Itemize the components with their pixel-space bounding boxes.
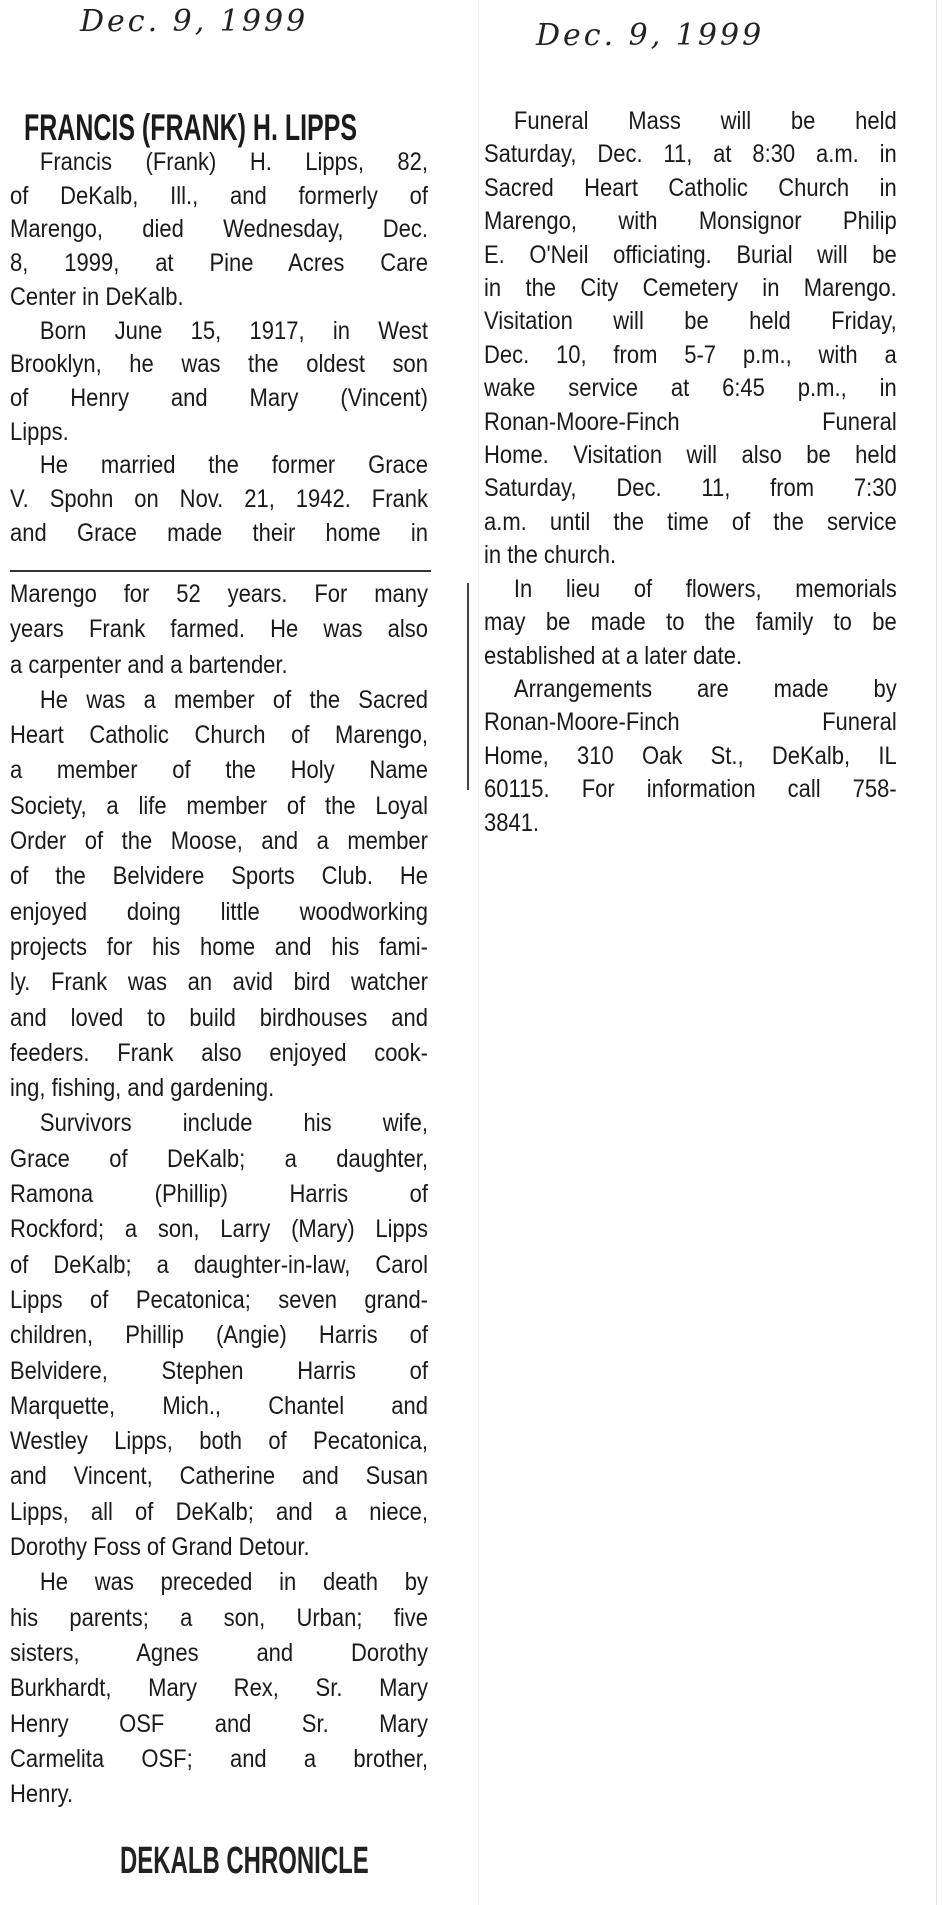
text-line: of the Belvidere Sports Club. He bbox=[10, 862, 428, 891]
text-line: Society, a life member of the Loyal bbox=[10, 791, 428, 820]
text-line: Marengo for 52 years. For many bbox=[10, 580, 428, 608]
paragraph bbox=[10, 315, 428, 450]
text-line: Westley Lipps, both of Pecatonica, bbox=[10, 1427, 428, 1456]
page-edge bbox=[936, 0, 937, 1905]
text-line: feeders. Frank also enjoyed cook- bbox=[10, 1038, 428, 1067]
text-line: may be made to the family to be bbox=[484, 608, 897, 637]
text-line: Order of the Moose, and a member bbox=[10, 827, 428, 856]
text-line: Home, 310 Oak St., DeKalb, IL bbox=[484, 741, 897, 770]
text-line: a carpenter and a bartender. bbox=[10, 650, 288, 679]
text-line: sisters, Agnes and Dorothy bbox=[10, 1638, 428, 1667]
text-line: He married the former Grace bbox=[39, 451, 429, 480]
text-line: He was preceded in death by bbox=[39, 1568, 429, 1597]
text-line: Carmelita OSF; and a brother, bbox=[10, 1744, 428, 1773]
text-line: Lipps, all of DeKalb; and a niece, bbox=[10, 1497, 428, 1526]
left-column-top bbox=[10, 146, 428, 550]
left-column-bottom bbox=[10, 577, 428, 1812]
text-line: Lipps of Pecatonica; seven grand- bbox=[10, 1285, 428, 1314]
clipping-edge-line bbox=[467, 583, 469, 790]
text-line: a.m. until the time of the service bbox=[484, 507, 897, 536]
obituary-headline: FRANCIS (FRANK) H. LIPPS bbox=[24, 107, 357, 148]
text-line: and Vincent, Catherine and Susan bbox=[10, 1462, 428, 1491]
text-line: enjoyed doing little woodworking bbox=[10, 897, 428, 926]
text-line: of DeKalb; a daughter-in-law, Carol bbox=[10, 1250, 428, 1279]
text-line: Visitation will be held Friday, bbox=[484, 307, 897, 336]
text-line: Ramona (Phillip) Harris of bbox=[10, 1180, 428, 1209]
handwritten-date-left: Dec. 9, 1999 bbox=[80, 4, 309, 39]
text-line: Dorothy Foss of Grand Detour. bbox=[10, 1533, 310, 1562]
text-line: Francis (Frank) H. Lipps, 82, bbox=[39, 148, 429, 176]
newspaper-name: DEKALB CHRONICLE bbox=[120, 1840, 369, 1882]
text-line: Arrangements are made by bbox=[513, 674, 897, 703]
paragraph bbox=[484, 573, 897, 673]
paragraph bbox=[10, 449, 428, 550]
text-line: Marengo, died Wednesday, Dec. bbox=[10, 215, 428, 244]
text-line: Survivors include his wife, bbox=[39, 1109, 429, 1138]
text-line: In lieu of flowers, memorials bbox=[513, 574, 897, 603]
text-line: Belvidere, Stephen Harris of bbox=[10, 1356, 428, 1385]
column-divider-rule bbox=[10, 570, 431, 572]
paragraph bbox=[10, 683, 428, 1107]
text-line: Burkhardt, Mary Rex, Sr. Mary bbox=[10, 1674, 428, 1703]
text-line: Marquette, Mich., Chantel and bbox=[10, 1391, 428, 1420]
text-line: Rockford; a son, Larry (Mary) Lipps bbox=[10, 1215, 428, 1244]
text-line: Dec. 10, from 5-7 p.m., with a bbox=[484, 340, 897, 369]
paragraph bbox=[10, 1565, 428, 1812]
paragraph bbox=[484, 105, 897, 573]
text-line: and Grace made their home in bbox=[10, 518, 428, 547]
text-line: and loved to build birdhouses and bbox=[10, 1003, 428, 1032]
text-line: Heart Catholic Church of Marengo, bbox=[10, 721, 428, 750]
text-line: V. Spohn on Nov. 21, 1942. Frank bbox=[10, 485, 428, 514]
text-line: Sacred Heart Catholic Church in bbox=[484, 173, 897, 202]
text-line: 8, 1999, at Pine Acres Care bbox=[10, 249, 428, 278]
text-line: Ronan-Moore-Finch Funeral bbox=[484, 407, 897, 436]
text-line: a member of the Holy Name bbox=[10, 756, 428, 785]
text-line: Brooklyn, he was the oldest son bbox=[10, 350, 428, 379]
text-line: Henry OSF and Sr. Mary bbox=[10, 1709, 428, 1738]
text-line: established at a later date. bbox=[484, 641, 743, 670]
paragraph bbox=[10, 146, 428, 315]
text-line: ing, fishing, and gardening. bbox=[10, 1074, 275, 1103]
text-line: of DeKalb, Ill., and formerly of bbox=[10, 181, 428, 210]
text-line: Saturday, Dec. 11, at 8:30 a.m. in bbox=[484, 140, 897, 169]
text-line: ly. Frank was an avid bird watcher bbox=[10, 968, 428, 997]
text-line: Center in DeKalb. bbox=[10, 282, 184, 311]
text-line: 60115. For information call 758- bbox=[484, 775, 897, 804]
text-line: 3841. bbox=[484, 808, 540, 837]
handwritten-date-right: Dec. 9, 1999 bbox=[536, 18, 765, 53]
text-line: of Henry and Mary (Vincent) bbox=[10, 383, 428, 412]
text-line: Ronan-Moore-Finch Funeral bbox=[484, 708, 897, 737]
text-line: in the church. bbox=[484, 541, 617, 570]
text-line: Funeral Mass will be held bbox=[513, 107, 897, 135]
text-line: E. O'Neil officiating. Burial will be bbox=[484, 240, 897, 269]
text-line: years Frank farmed. He was also bbox=[10, 615, 428, 644]
text-line: in the City Cemetery in Marengo. bbox=[484, 274, 897, 303]
text-line: Lipps. bbox=[10, 417, 69, 446]
text-line: projects for his home and his fami- bbox=[10, 932, 428, 961]
text-line: children, Phillip (Angie) Harris of bbox=[10, 1321, 428, 1350]
paragraph bbox=[10, 577, 428, 683]
paragraph bbox=[484, 673, 897, 840]
text-line: his parents; a son, Urban; five bbox=[10, 1603, 428, 1632]
text-line: He was a member of the Sacred bbox=[39, 685, 429, 714]
text-line: Marengo, with Monsignor Philip bbox=[484, 207, 897, 236]
text-line: Saturday, Dec. 11, from 7:30 bbox=[484, 474, 897, 503]
paragraph bbox=[10, 1106, 428, 1565]
right-column bbox=[484, 105, 897, 840]
text-line: Born June 15, 1917, in West bbox=[39, 316, 429, 345]
text-line: Grace of DeKalb; a daughter, bbox=[10, 1144, 428, 1173]
text-line: wake service at 6:45 p.m., in bbox=[484, 374, 897, 403]
scan-fold-line bbox=[478, 0, 479, 1905]
text-line: Henry. bbox=[10, 1780, 74, 1809]
text-line: Home. Visitation will also be held bbox=[484, 441, 897, 470]
